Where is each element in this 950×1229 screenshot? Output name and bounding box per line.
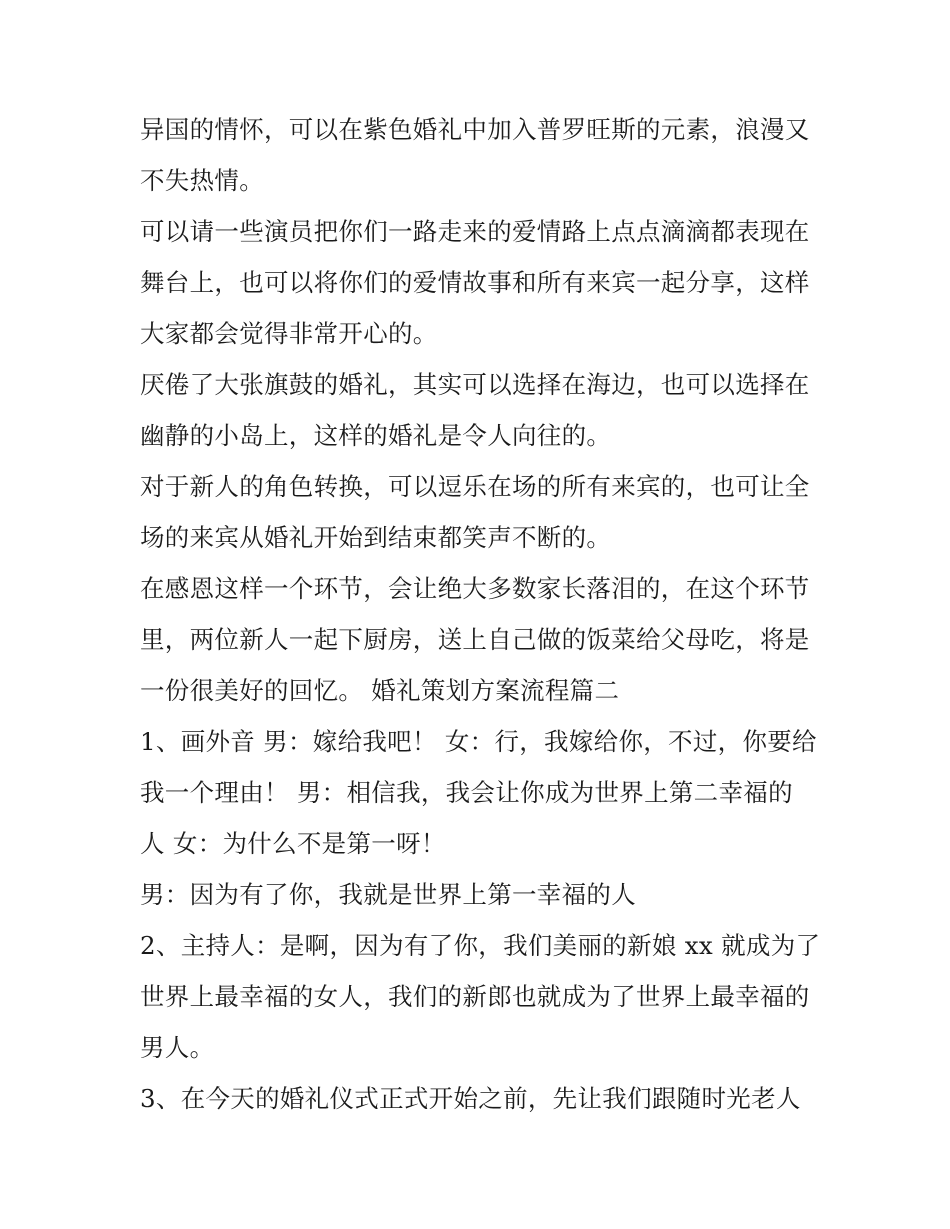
text-line: 不失热情。	[140, 166, 264, 195]
text-line: 舞台上，也可以将你们的爱情故事和所有来宾一起分享，这样	[140, 268, 810, 297]
text-line: 我一个理由！ 男：相信我，我会让你成为世界上第二幸福的	[140, 778, 793, 807]
text-line: 人 女：为什么不是第一呀！	[140, 829, 446, 858]
text-line: 3、在今天的婚礼仪式正式开始之前，先让我们跟随时光老人	[140, 1084, 801, 1113]
text-line: 男：因为有了你，我就是世界上第一幸福的人	[140, 880, 636, 909]
text-line: 2、主持人：是啊，因为有了你，我们美丽的新娘 xx 就成为了	[140, 931, 821, 960]
text-line: 场的来宾从婚礼开始到结束都笑声不断的。	[140, 523, 612, 552]
text-line: 一份很美好的回忆。 婚礼策划方案流程篇二	[140, 676, 620, 705]
text-line: 厌倦了大张旗鼓的婚礼，其实可以选择在海边，也可以选择在	[140, 370, 810, 399]
text-line: 可以请一些演员把你们一路走来的爱情路上点点滴滴都表现在	[140, 217, 810, 246]
text-line: 幽静的小岛上，这样的婚礼是令人向往的。	[140, 421, 612, 450]
text-line: 世界上最幸福的女人，我们的新郎也就成为了世界上最幸福的	[140, 982, 810, 1011]
text-line: 异国的情怀，可以在紫色婚礼中加入普罗旺斯的元素，浪漫又	[140, 115, 810, 144]
text-line: 对于新人的角色转换，可以逗乐在场的所有来宾的，也可让全	[140, 472, 810, 501]
text-line: 男人。	[140, 1033, 215, 1062]
document-body	[140, 104, 830, 1124]
text-line: 在感恩这样一个环节，会让绝大多数家长落泪的，在这个环节	[140, 574, 810, 603]
text-line: 里，两位新人一起下厨房，送上自己做的饭菜给父母吃，将是	[140, 625, 810, 654]
text-line: 大家都会觉得非常开心的。	[140, 319, 438, 348]
text-line: 1、画外音 男：嫁给我吧！ 女：行，我嫁给你，不过，你要给	[140, 727, 817, 756]
